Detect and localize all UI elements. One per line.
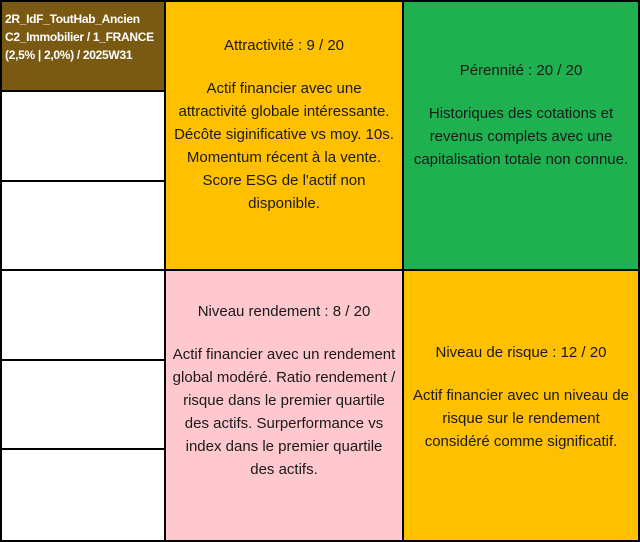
asset-header-line1: 2R_IdF_ToutHab_Ancien bbox=[5, 12, 140, 26]
attractivite-text: Actif financier avec une attractivité globale intéressante. Décôte siginificative vs moy. 10s. Momentum récent à la vente. Score ESG de l'actif non disponible. bbox=[174, 80, 394, 212]
risque-text: Actif financier avec un niveau de risque sur le rendement considéré comme significatif. bbox=[413, 387, 629, 450]
attractivite-title: Attractivité : 9 / 20 bbox=[223, 37, 345, 54]
perennite-title: Pérennité : 20 / 20 bbox=[459, 62, 583, 79]
empty-cell bbox=[1, 360, 165, 449]
asset-header-line3: (2,5% | 2,0%) / 2025W31 bbox=[5, 48, 133, 62]
empty-cell bbox=[1, 270, 165, 360]
asset-header bbox=[1, 1, 165, 91]
risque-panel bbox=[403, 270, 639, 541]
asset-header-line2: C2_Immobilier / 1_FRANCE bbox=[5, 30, 154, 44]
rendement-panel bbox=[165, 270, 403, 541]
attractivite-panel bbox=[165, 1, 403, 270]
empty-cell bbox=[1, 449, 165, 541]
empty-cell bbox=[1, 181, 165, 270]
empty-cell bbox=[1, 91, 165, 181]
rendement-title: Niveau rendement : 8 / 20 bbox=[197, 303, 371, 320]
perennite-panel bbox=[403, 1, 639, 270]
rendement-text: Actif financier avec un rendement global modéré. Ratio rendement / risque dans le premier quartile des actifs. Surperformance vs index dans le premier quartile des actifs. bbox=[172, 346, 396, 478]
risque-title: Niveau de risque : 12 / 20 bbox=[435, 344, 607, 361]
perennite-text: Historiques des cotations et revenus complets avec une capitalisation totale non connue. bbox=[413, 105, 629, 168]
